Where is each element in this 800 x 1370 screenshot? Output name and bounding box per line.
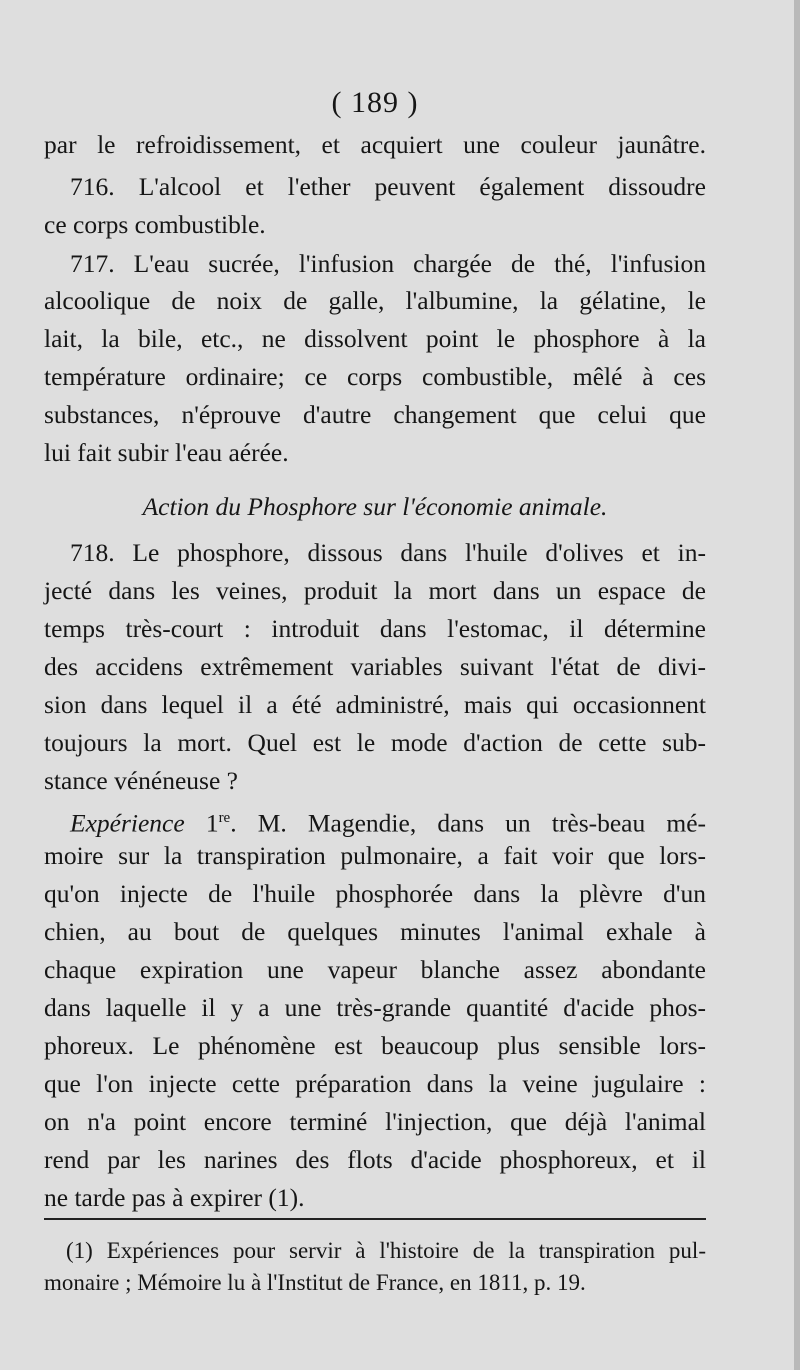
text-line: 717. L'eau sucrée, l'infusion chargée de thé, l'infusion — [70, 249, 706, 278]
text-line: toujours la mort. Quel est le mode d'action de cette sub- — [44, 728, 706, 757]
text-line: ce corps combustible. — [44, 210, 266, 239]
experience-line — [70, 803, 706, 839]
page-number: ( 189 ) — [331, 86, 419, 119]
text-line: on n'a point encore terminé l'injection, que déjà l'animal — [44, 1107, 706, 1136]
experience-superscript: re — [218, 810, 231, 826]
text-line: dans laquelle il y a une très-grande quantité d'acide phos- — [44, 993, 706, 1022]
text-line: moire sur la transpiration pulmonaire, a fait voir que lors- — [44, 841, 706, 870]
text-line: jecté dans les veines, produit la mort dans un espace de — [44, 576, 706, 605]
text-line: lait, la bile, etc., ne dissolvent point le phosphore à la — [44, 324, 706, 353]
text-line: des accidens extrêmement variables suivant l'état de divi- — [44, 652, 706, 681]
section-heading: Action du Phosphore sur l'économie animale. — [142, 492, 608, 521]
text-line: substances, n'éprouve d'autre changement que celui que — [44, 400, 706, 429]
text-line: sion dans lequel il a été administré, mais qui occasionnent — [44, 690, 706, 719]
text-line: chaque expiration une vapeur blanche assez abondante — [44, 955, 706, 984]
text-line: rend par les narines des flots d'acide phosphoreux, et il — [44, 1145, 706, 1174]
text-line: stance vénéneuse ? — [44, 766, 238, 795]
text-line: lui fait subir l'eau aérée. — [44, 438, 289, 467]
text-line: temps très-court : introduit dans l'estomac, il détermine — [44, 614, 706, 643]
text-line: que l'on injecte cette préparation dans la veine jugulaire : — [44, 1069, 706, 1098]
text-line: qu'on injecte de l'huile phosphorée dans la plèvre d'un — [44, 879, 706, 908]
text-line: température ordinaire; ce corps combustible, mêlé à ces — [44, 362, 706, 391]
footnote-rule — [44, 1218, 706, 1220]
text-line: ne tarde pas à expirer (1). — [44, 1183, 305, 1212]
text-line: phoreux. Le phénomène est beaucoup plus sensible lors- — [44, 1031, 706, 1060]
text-line: par le refroidissement, et acquiert une couleur jaunâtre. — [44, 130, 706, 159]
footnote-line: (1) Expériences pour servir à l'histoire de la transpiration pul- — [66, 1238, 706, 1263]
experience-label: Expérience — [70, 808, 185, 838]
experience-text: . M. Magendie, dans un très-beau mé- — [230, 808, 707, 838]
text-line: alcoolique de noix de galle, l'albumine, la gélatine, le — [44, 286, 706, 315]
footnote-line: monaire ; Mémoire lu à l'Institut de France, en 1811, p. 19. — [44, 1270, 586, 1295]
text-line: chien, au bout de quelques minutes l'animal exhale à — [44, 917, 706, 946]
experience-number: 1 — [205, 808, 219, 838]
text-line: 718. Le phosphore, dissous dans l'huile d'olives et in- — [70, 538, 706, 567]
text-line: 716. L'alcool et l'ether peuvent également dissoudre — [70, 172, 706, 201]
